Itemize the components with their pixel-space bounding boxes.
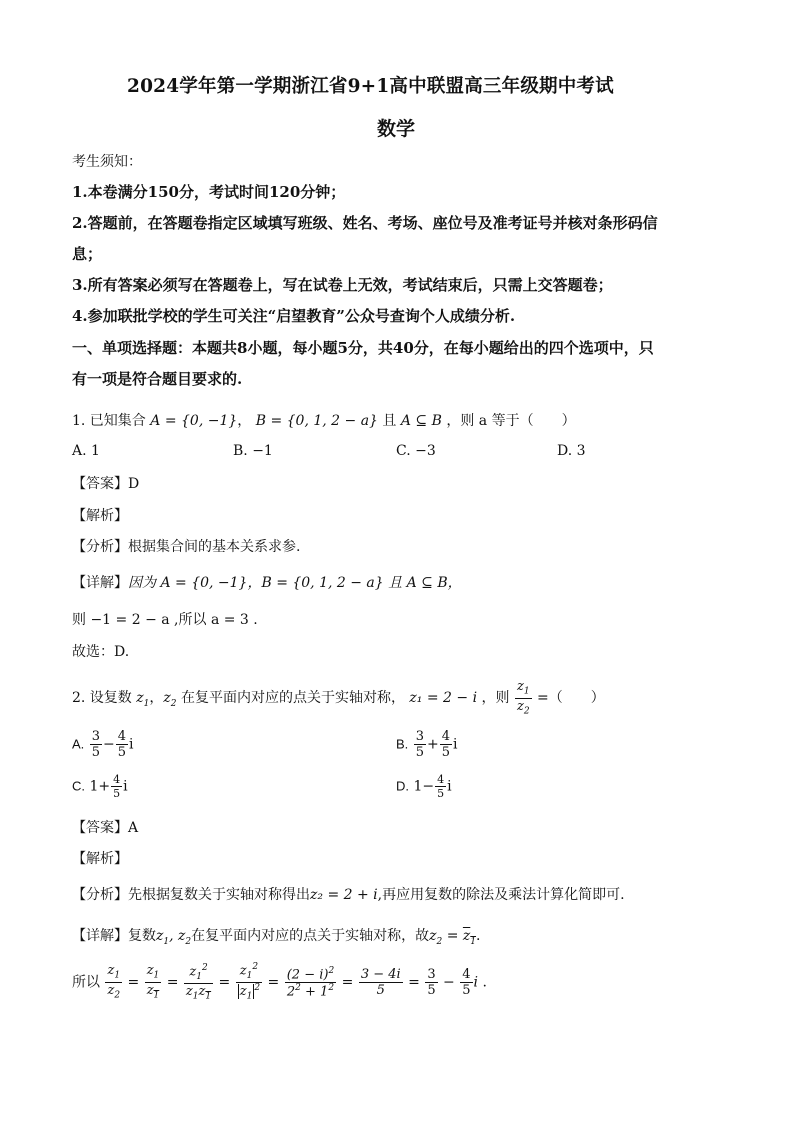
fenxi-text: 根据集合间的基本关系求参. bbox=[128, 539, 301, 555]
fenxi-tag: 【分析】 bbox=[72, 539, 128, 555]
answer-value: D bbox=[128, 476, 140, 492]
page-subject: 数学 bbox=[377, 118, 416, 140]
q1-option-c: C. −3 bbox=[396, 443, 436, 459]
q1-subset: A ⊆ B bbox=[400, 413, 442, 429]
q1-mid: 且 bbox=[382, 413, 397, 429]
detail-tag: 【详解】 bbox=[72, 928, 128, 944]
q1-choose: 故选：D. bbox=[72, 644, 130, 660]
question-2-stem: 2. 设复数 $z_1$，$z_2$ 在复平面内对应的点关于实轴对称， z₁ = 2 − i ，则 $\frac{z_1}{z_2}$ =（ ） bbox=[72, 679, 605, 717]
q2-option-d: D. 1− $\frac{4}{5}$ i bbox=[396, 773, 452, 800]
q1-set-b: B = {0, 1, 2 − a} bbox=[255, 413, 378, 429]
page-title: 2024学年第一学期浙江省9+1高中联盟高三年级期中考试 bbox=[127, 76, 614, 97]
detail-text: 因为 A = {0, −1}，B = {0, 1, 2 − a} 且 A ⊆ B， bbox=[128, 575, 462, 591]
q1-detail bbox=[72, 572, 462, 592]
q1-tail: ，则 a 等于（ ） bbox=[446, 413, 576, 429]
answer-tag: 【答案】 bbox=[72, 476, 128, 492]
section-heading-line2: 有一项是符合题目要求的. bbox=[72, 370, 243, 388]
q1-analysis-tag: 【解析】 bbox=[72, 508, 128, 524]
notice-item-4: 4.参加联批学校的学生可关注“启望教育”公众号查询个人成绩分析. bbox=[72, 307, 516, 325]
q2-derivation: 所以 $\frac{z_1}{z_2}$ = $\frac{z_1}{z_1}$ = $\frac{z_1^2}{z_1z_1}$ = $\frac{z_1^2}{z_1^2}$ = $\frac{(2 - i)^2}{2^2 + 1^2}$ = $\frac{3 - 4i}{5}$ = $\frac{3}{5}$ − $\frac{4}{5}$ i . bbox=[72, 962, 487, 1002]
notice-item-3: 3.所有答案必须写在答题卷上，写在试卷上无效，考试结束后，只需上交答题卷； bbox=[72, 276, 613, 294]
notice-item-1: 1.本卷满分150分，考试时间120分钟； bbox=[72, 183, 346, 201]
q2-answer bbox=[72, 817, 138, 837]
q2-fenxi: 【分析】先根据复数关于实轴对称得出z₂ = 2 + i,再应用复数的除法及乘法计算化简即可. bbox=[72, 887, 625, 903]
notice-item-2-cont: 息； bbox=[72, 245, 103, 263]
q1-step: 则 −1 = 2 − a ,所以 a = 3 . bbox=[72, 612, 258, 628]
q1-number: 1. 已知集合 bbox=[72, 413, 146, 429]
q2-tail: =（ ） bbox=[537, 690, 605, 707]
notice-heading: 考生须知： bbox=[72, 154, 142, 170]
answer-value: A bbox=[128, 820, 139, 836]
q2-option-c: C. 1+ $\frac{4}{5}$ i bbox=[72, 773, 128, 800]
question-1-stem: 1. 已知集合 A = {0, −1}， B = {0, 1, 2 − a} 且 A ⊆ B ，则 a 等于（ ） bbox=[72, 413, 576, 429]
q2-fraction: $\frac{z_1}{z_2}$ bbox=[516, 679, 530, 717]
fenxi-tag: 【分析】 bbox=[72, 887, 128, 903]
q1-fenxi bbox=[72, 536, 300, 556]
q2-analysis-tag: 【解析】 bbox=[72, 851, 128, 867]
q1-option-b: B. −1 bbox=[233, 443, 273, 459]
q2-detail: 【详解】复数$z_1$, $z_2$在复平面内对应的点关于实轴对称，故$z_2 = z_1$. bbox=[72, 928, 481, 947]
q2-option-a: A. $\frac{3}{5}$ − $\frac{4}{5}$ i bbox=[72, 729, 134, 760]
q1-set-a: A = {0, −1} bbox=[150, 413, 238, 429]
q2-option-b: B. $\frac{3}{5}$ + $\frac{4}{5}$ i bbox=[396, 729, 458, 760]
q2-then: ，则 bbox=[481, 690, 510, 707]
q1-option-d: D. 3 bbox=[557, 443, 586, 459]
q2-z1-value: z₁ = 2 − i bbox=[409, 690, 478, 707]
q2-number: 2. 设复数 bbox=[72, 690, 132, 707]
section-heading-line1: 一、单项选择题：本题共8小题，每小题5分，共40分，在每小题给出的四个选项中，只 bbox=[72, 339, 654, 357]
q1-option-a: A. 1 bbox=[72, 443, 100, 459]
q1-answer bbox=[72, 473, 139, 493]
notice-item-2: 2.答题前，在答题卷指定区域填写班级、姓名、考场、座位号及准考证号并核对条形码信 bbox=[72, 214, 658, 232]
answer-tag: 【答案】 bbox=[72, 820, 128, 836]
q2-stem-mid: 在复平面内对应的点关于实轴对称， bbox=[180, 690, 405, 707]
detail-tag: 【详解】 bbox=[72, 575, 128, 591]
